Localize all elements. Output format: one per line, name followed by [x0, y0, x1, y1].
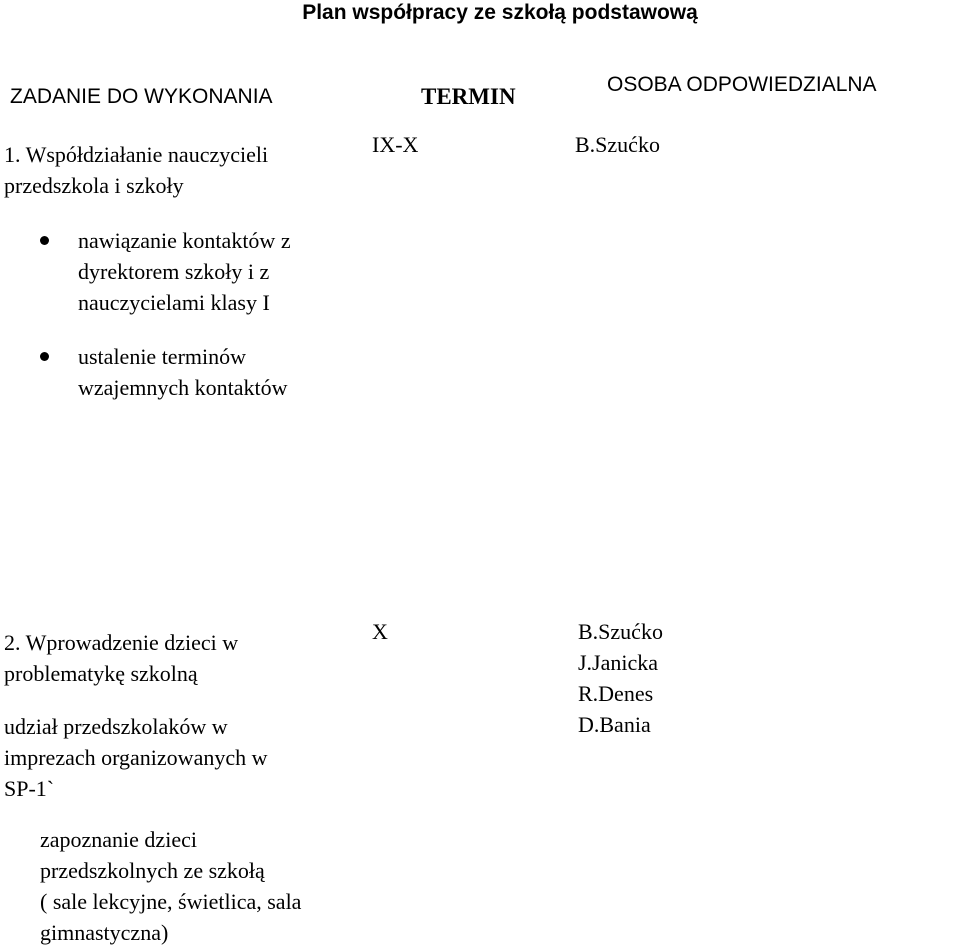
item1-line3: SP-1`	[4, 776, 55, 801]
page-title: Plan współpracy ze szkołą podstawową	[302, 1, 698, 24]
section2-responsible-1: B.Szućko	[578, 619, 663, 644]
item1-line1: udział przedszkolaków w	[4, 714, 228, 739]
bullet1-line3: nauczycielami klasy I	[78, 290, 270, 315]
item2-line2: przedszkolnych ze szkołą	[40, 858, 265, 883]
section2-heading-line2: problematykę szkolną	[4, 661, 198, 686]
item1-line2: imprezach organizowanych w	[4, 745, 268, 770]
section1-term: IX-X	[372, 132, 419, 157]
bullet-icon	[40, 236, 49, 245]
section1-responsible: B.Szućko	[575, 132, 660, 157]
bullet2-line1: ustalenie terminów	[78, 344, 247, 369]
bullet1-line1: nawiązanie kontaktów z	[78, 228, 291, 253]
item2-line4: gimnastyczna)	[40, 920, 169, 945]
column-header-term: TERMIN	[421, 84, 516, 109]
bullet-icon	[40, 352, 49, 361]
column-header-responsible: OSOBA ODPOWIEDZIALNA	[607, 73, 877, 96]
section2-responsible-4: D.Bania	[578, 712, 651, 737]
item2-line3: ( sale lekcyjne, świetlica, sala	[40, 889, 302, 914]
bullet2-line2: wzajemnych kontaktów	[78, 375, 288, 400]
section2-heading-line1: 2. Wprowadzenie dzieci w	[4, 630, 239, 655]
section1-heading-line2: przedszkola i szkoły	[4, 173, 184, 198]
item2-line1: zapoznanie dzieci	[40, 827, 197, 852]
bullet1-line2: dyrektorem szkoły i z	[78, 259, 270, 284]
section2-responsible-3: R.Denes	[578, 681, 654, 706]
section2-term: X	[372, 619, 388, 644]
column-header-task: ZADANIE DO WYKONANIA	[10, 85, 273, 108]
section1-heading-line1: 1. Współdziałanie nauczycieli	[4, 142, 269, 167]
section2-responsible-2: J.Janicka	[578, 650, 659, 675]
